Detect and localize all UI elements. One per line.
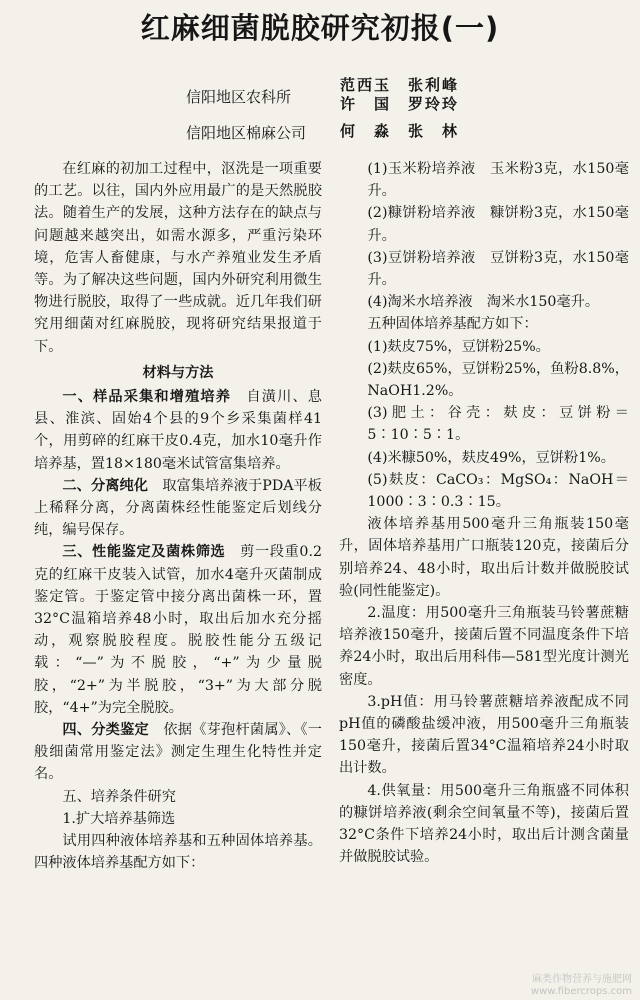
solid-medium-intro: 五种固体培养基配方如下： xyxy=(367,316,538,333)
solid-medium-1: (1)麸皮75%，豆饼粉25%。 xyxy=(367,338,550,355)
section-screening-text: 剪一段重0.2克的红麻干皮装入试管，加水4毫升灭菌制成鉴定管。于鉴定管中接分离出菌株一环，置32°C温箱培养48小时，取出后加水充分摇动，观察脱胶程度。脱胶性能分五级记载：“—”为不脱胶，“+”为少量脱胶，“2+”为半脱胶，“3+”为大部分脱胶，“4+”为完全脱胶。 xyxy=(34,544,322,716)
author-names-2: 何 淼 张 林 xyxy=(340,122,460,140)
author-organization-2: 信阳地区棉麻公司 xyxy=(186,124,307,142)
section-sampling-label: 一、样品采集和增殖培养 xyxy=(62,389,232,406)
author-names-1-line-1: 范西玉 张利峰 xyxy=(340,76,460,94)
subsection-medium-screening: 1.扩大培养基筛选 xyxy=(62,810,176,827)
solid-medium-4: (4)米糠50%，麸皮49%，豆饼粉1%。 xyxy=(367,449,615,466)
solid-medium-2: (2)麸皮65%，豆饼粉25%，鱼粉8.8%，NaOH1.2%。 xyxy=(367,360,629,400)
liquid-medium-2: (2)糠饼粉培养液 糠饼粉3克，水150毫升。 xyxy=(367,205,629,244)
section-screening xyxy=(34,541,322,719)
liquid-medium-3: (3)豆饼粉培养液 豆饼粉3克，水150毫升。 xyxy=(367,249,629,289)
liquid-medium-1: (1)玉米粉培养液 玉米粉3克，水150毫升。 xyxy=(367,161,629,200)
section-classification xyxy=(34,719,322,786)
oxygen-test: 4.供氧量：用500毫升三角瓶盛不同体积的糠饼培养液(剩余空间氧量不等)，接菌后置32°C条件下培养24小时，取出后计测含菌量并做脱胶试验。 xyxy=(339,782,629,866)
watermark-line-2: www.fibercrops.com xyxy=(530,986,632,997)
section-isolation-text: 取富集培养液于PDA平板上稀释分离，分离菌株经性能鉴定后划线分纯，编号保存。 xyxy=(34,477,322,539)
section-isolation xyxy=(34,475,322,542)
author-names-1-line-2: 许 国 罗玲玲 xyxy=(340,95,460,113)
temperature-test: 2.温度：用500毫升三角瓶装马铃薯蔗糖培养液150毫升，接菌后置不同温度条件下培养24小时，取出后用科伟—581型光度计测光密度。 xyxy=(339,605,629,688)
left-column xyxy=(34,158,322,875)
article-title: 红麻细菌脱胶研究初报(一) xyxy=(140,11,500,45)
intro-paragraph: 在红麻的初加工过程中，沤洗是一项重要的工艺。以往，国内外应用最广的是天然脱胶法。随着生产的发展，这种方法存在的缺点与问题越来越突出，如需水源多，严重污染环境，危害人畜健康，与水产养殖业发生矛盾等。为了解决这些问题，国内外研究利用微生物进行脱胶，取得了一些成就。近几年我们研究用细菌对红麻脱胶，现将研究结果报道于下。 xyxy=(34,161,322,355)
section-sampling-text: 自潢川、息县、淮滨、固始4个县的9个乡采集菌样41个，用剪碎的红麻干皮0.4克，加水10毫升作培养基，置18×180毫米试管富集培养。 xyxy=(34,389,322,472)
watermark-line-1: 麻类作物营养与施肥网 xyxy=(532,974,632,985)
right-column xyxy=(339,158,629,869)
section-screening-label: 三、性能鉴定及菌株筛选 xyxy=(62,544,226,561)
section-sampling xyxy=(34,386,322,475)
section-classification-text: 依据《芽孢杆菌属》、《一般细菌常用鉴定法》测定生理生化特性并定名。 xyxy=(34,722,322,783)
section-isolation-label: 二、分离纯化 xyxy=(62,477,149,494)
author-block xyxy=(0,74,640,144)
author-organization-1: 信阳地区农科所 xyxy=(186,88,292,106)
liquid-medium-4: (4)淘米水培养液 淘米水150毫升。 xyxy=(367,294,600,311)
section-culture-conditions: 五、培养条件研究 xyxy=(62,788,176,805)
medium-screening-text: 试用四种液体培养基和五种固体培养基。四种液体培养基配方如下： xyxy=(34,833,322,872)
solid-medium-3: (3)肥土：谷壳：麸皮：豆饼粉＝5∶10∶5∶1。 xyxy=(367,405,629,444)
culture-method-note: 液体培养基用500毫升三角瓶装150毫升，固体培养基用广口瓶装120克，接菌后分别培养24、48小时，取出后计数并做脱胶试验(同性能鉴定)。 xyxy=(339,516,629,599)
ph-test: 3.pH值：用马铃薯蔗糖培养液配成不同pH值的磷酸盐缓冲液，用500毫升三角瓶装150毫升，接菌后置34°C温箱培养24小时取出计数。 xyxy=(339,693,629,777)
author-names-1 xyxy=(340,76,459,114)
section-heading-materials-methods: 材料与方法 xyxy=(142,364,214,381)
section-classification-label: 四、分类鉴定 xyxy=(62,722,149,739)
solid-medium-5: (5)麸皮：CaCO₃：MgSO₄：NaOH＝1000∶3∶0.3∶15。 xyxy=(367,471,629,511)
site-watermark xyxy=(531,974,632,998)
